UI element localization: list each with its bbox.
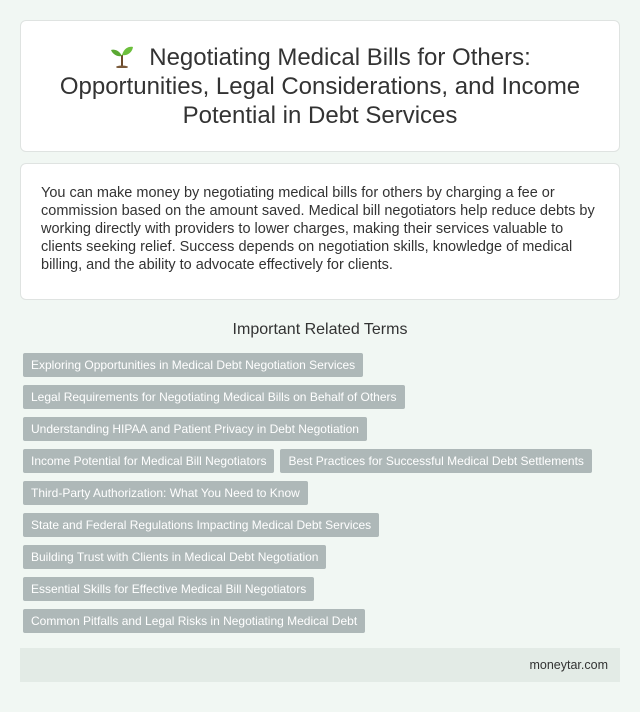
related-term-tag[interactable]: Exploring Opportunities in Medical Debt Negotiation Services (23, 353, 363, 377)
related-term-tag[interactable]: Building Trust with Clients in Medical Debt Negotiation (23, 545, 326, 569)
related-term-tag[interactable]: Best Practices for Successful Medical Debt Settlements (280, 449, 591, 473)
footer-site-link[interactable]: moneytar.com (529, 658, 608, 672)
page-title (51, 43, 589, 130)
seedling-icon (109, 44, 135, 68)
related-terms-list (23, 353, 618, 633)
intro-text: You can make money by negotiating medical bills for others by charging a fee or commission based on the amount saved. Medical bill negotiators help reduce debts by working directly with providers to lower charges, making their services valuable to clients seeking relief. Success depends on negotiation skills, knowledge of medical billing, and the ability to advocate effectively for clients. (41, 185, 595, 273)
page-title-text: Negotiating Medical Bills for Others: Opportunities, Legal Considerations, and Income Potential in Debt Services (59, 44, 581, 129)
related-term-tag[interactable]: Essential Skills for Effective Medical Bill Negotiators (23, 577, 314, 601)
title-card (20, 20, 620, 152)
related-term-tag[interactable]: Income Potential for Medical Bill Negotiators (23, 449, 274, 473)
intro-card (20, 163, 620, 300)
related-terms-heading: Important Related Terms (232, 321, 408, 338)
related-term-tag[interactable]: Common Pitfalls and Legal Risks in Negotiating Medical Debt (23, 609, 365, 633)
related-term-tag[interactable]: State and Federal Regulations Impacting Medical Debt Services (23, 513, 379, 537)
footer (20, 648, 620, 682)
related-term-tag[interactable]: Legal Requirements for Negotiating Medical Bills on Behalf of Others (23, 385, 405, 409)
related-term-tag[interactable]: Understanding HIPAA and Patient Privacy in Debt Negotiation (23, 417, 367, 441)
related-term-tag[interactable]: Third-Party Authorization: What You Need to Know (23, 481, 308, 505)
